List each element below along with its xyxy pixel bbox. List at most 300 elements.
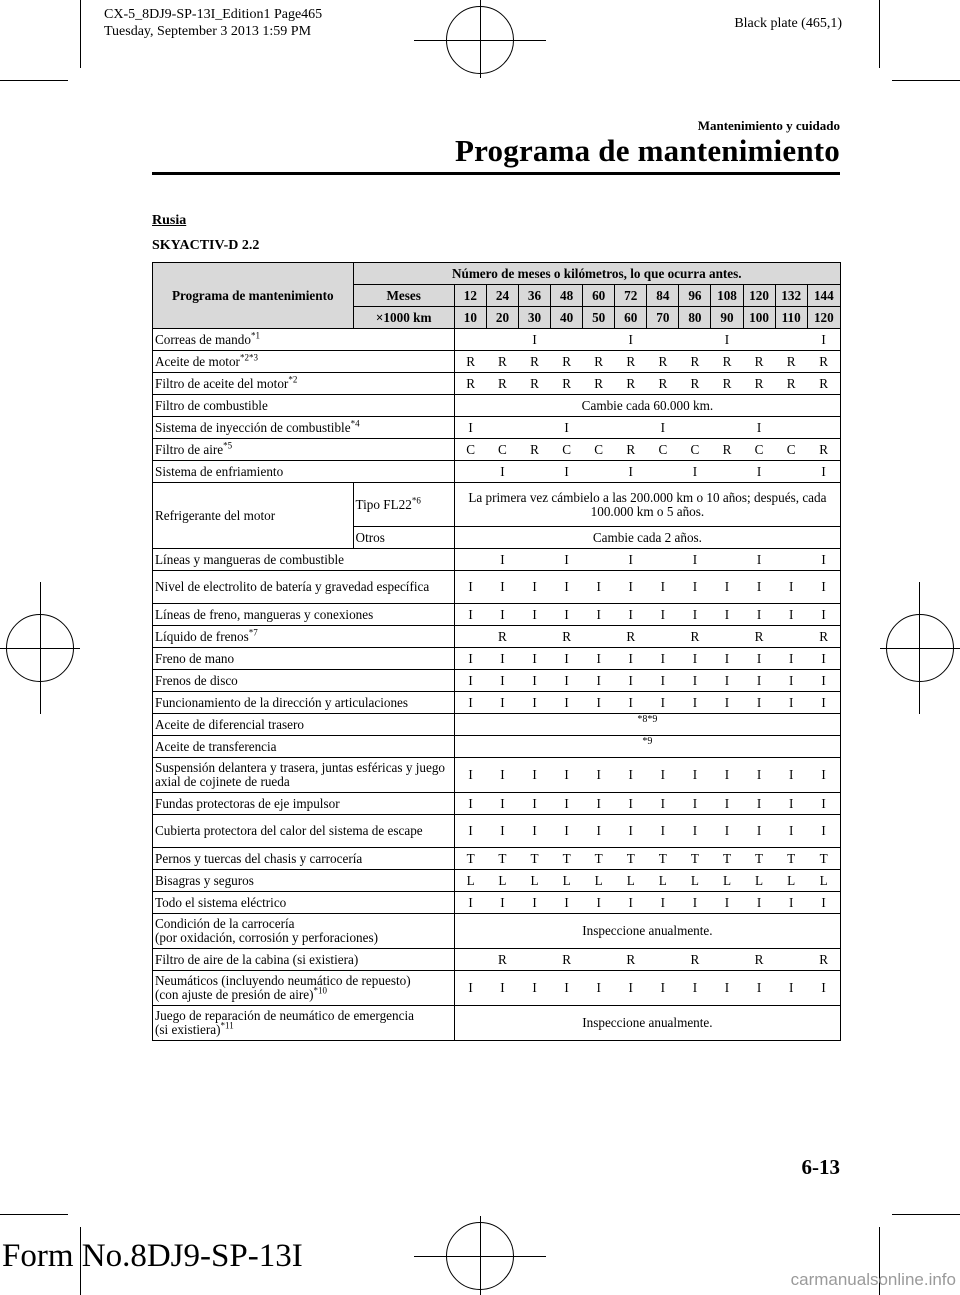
schedule-cell: I xyxy=(615,648,647,670)
schedule-cell xyxy=(551,329,583,351)
schedule-cell: L xyxy=(486,870,518,892)
table-row xyxy=(153,373,841,395)
item-label-text: Suspensión delantera y trasera, juntas esféricas y juego axial de cojinete de rueda xyxy=(155,760,446,789)
schedule-cell: I xyxy=(775,648,807,670)
item-label-text: Líquido de frenos xyxy=(155,628,249,644)
schedule-cell: I xyxy=(615,892,647,914)
schedule-cell: I xyxy=(775,571,807,604)
schedule-cell: I xyxy=(551,670,583,692)
schedule-cell: I xyxy=(711,329,743,351)
region-heading: Rusia xyxy=(152,213,187,228)
schedule-cell: I xyxy=(743,758,775,793)
table-row xyxy=(153,870,841,892)
item-label xyxy=(153,373,455,395)
schedule-cell: I xyxy=(807,604,840,626)
schedule-cell: I xyxy=(647,892,679,914)
schedule-cell: I xyxy=(647,971,679,1006)
table-row xyxy=(153,439,841,461)
schedule-cell xyxy=(518,549,550,571)
table-row xyxy=(153,626,841,648)
schedule-cell xyxy=(775,626,807,648)
months-header-cell: 144 xyxy=(807,285,840,307)
schedule-cell: I xyxy=(551,892,583,914)
table-row xyxy=(153,714,841,736)
item-label xyxy=(153,648,455,670)
schedule-cell: I xyxy=(615,692,647,714)
schedule-cell: I xyxy=(743,815,775,848)
schedule-cell: I xyxy=(711,648,743,670)
crop-mark xyxy=(0,1214,68,1215)
schedule-cell: I xyxy=(551,815,583,848)
schedule-cell: C xyxy=(743,439,775,461)
footnote-ref: *5 xyxy=(223,440,233,451)
schedule-cell: I xyxy=(583,670,615,692)
schedule-cell: T xyxy=(583,848,615,870)
item-label-text: Sistema de enfriamiento xyxy=(155,463,284,479)
schedule-cell: I xyxy=(551,417,583,439)
page-number: 6-13 xyxy=(801,1155,840,1179)
schedule-cell: I xyxy=(486,758,518,793)
crop-mark xyxy=(0,80,68,81)
schedule-cell: R xyxy=(679,351,711,373)
item-label xyxy=(153,329,455,351)
schedule-cell: I xyxy=(679,670,711,692)
item-label-text: Freno de mano xyxy=(155,650,235,666)
table-row xyxy=(153,670,841,692)
schedule-cell: I xyxy=(775,971,807,1006)
registration-mark xyxy=(919,582,920,714)
interval-note: Cambie cada 60.000 km. xyxy=(454,395,840,417)
schedule-cell: R xyxy=(743,626,775,648)
item-label xyxy=(153,848,455,870)
schedule-cell: I xyxy=(711,692,743,714)
schedule-cell xyxy=(647,949,679,971)
item-label-text: Nivel de electrolito de batería y gravedad específica xyxy=(155,579,430,594)
schedule-cell xyxy=(647,626,679,648)
item-label-line: Juego de reparación de neumático de emergencia xyxy=(155,1008,414,1023)
schedule-cell: I xyxy=(615,793,647,815)
schedule-cell: I xyxy=(551,971,583,1006)
schedule-cell xyxy=(583,417,615,439)
schedule-cell: I xyxy=(454,648,486,670)
footnote-ref: *11 xyxy=(220,1020,234,1031)
schedule-cell: I xyxy=(743,971,775,1006)
schedule-cell xyxy=(711,626,743,648)
item-label xyxy=(153,758,455,793)
schedule-cell: R xyxy=(551,949,583,971)
item-label-line: (con ajuste de presión de aire) xyxy=(155,987,314,1002)
schedule-cell: I xyxy=(775,793,807,815)
schedule-cell: I xyxy=(775,892,807,914)
schedule-cell: I xyxy=(679,971,711,1006)
schedule-cell: I xyxy=(583,758,615,793)
schedule-cell: R xyxy=(807,439,840,461)
item-label-text: Filtro de aire xyxy=(155,441,224,457)
schedule-cell: L xyxy=(807,870,840,892)
schedule-cell: I xyxy=(743,461,775,483)
schedule-cell xyxy=(583,949,615,971)
schedule-cell: I xyxy=(486,549,518,571)
schedule-cell: T xyxy=(486,848,518,870)
schedule-cell: L xyxy=(518,870,550,892)
item-label xyxy=(153,1006,455,1041)
schedule-cell: R xyxy=(551,626,583,648)
item-label-text: Frenos de disco xyxy=(155,672,238,688)
registration-mark xyxy=(880,648,960,649)
months-header-cell: 120 xyxy=(743,285,775,307)
schedule-cell: I xyxy=(711,604,743,626)
schedule-cell: I xyxy=(551,793,583,815)
km-label: ×1000 km xyxy=(353,307,454,329)
schedule-cell: C xyxy=(647,439,679,461)
schedule-cell: R xyxy=(551,351,583,373)
table-row xyxy=(153,549,841,571)
item-label-text: Correas de mando xyxy=(155,331,251,347)
title-rule xyxy=(152,172,840,175)
schedule-cell: T xyxy=(454,848,486,870)
schedule-cell: I xyxy=(679,692,711,714)
schedule-cell: I xyxy=(647,604,679,626)
schedule-cell: I xyxy=(743,604,775,626)
schedule-cell: R xyxy=(775,373,807,395)
schedule-cell: I xyxy=(615,549,647,571)
schedule-cell: I xyxy=(615,670,647,692)
schedule-cell: R xyxy=(743,351,775,373)
schedule-cell: R xyxy=(743,373,775,395)
schedule-cell: C xyxy=(775,439,807,461)
schedule-cell: R xyxy=(807,626,840,648)
schedule-cell: I xyxy=(647,417,679,439)
table-row xyxy=(153,914,841,949)
months-header-cell: 24 xyxy=(486,285,518,307)
schedule-cell: C xyxy=(583,439,615,461)
item-label-text: Pernos y tuercas del chasis y carrocería xyxy=(155,850,363,866)
schedule-cell xyxy=(518,417,550,439)
table-row xyxy=(153,461,841,483)
schedule-cell: T xyxy=(743,848,775,870)
table-row xyxy=(153,758,841,793)
schedule-cell: R xyxy=(551,373,583,395)
schedule-cell: I xyxy=(486,648,518,670)
table-row xyxy=(153,329,841,351)
schedule-cell: L xyxy=(454,870,486,892)
table-row xyxy=(153,571,841,604)
schedule-cell: R xyxy=(807,949,840,971)
schedule-cell: R xyxy=(486,949,518,971)
km-header-cell: 40 xyxy=(551,307,583,329)
km-header-cell: 60 xyxy=(615,307,647,329)
footnote-ref: *2 xyxy=(288,374,298,385)
item-label xyxy=(153,892,455,914)
schedule-cell: I xyxy=(518,793,550,815)
schedule-cell: L xyxy=(711,870,743,892)
schedule-cell xyxy=(486,329,518,351)
schedule-cell xyxy=(807,417,840,439)
schedule-cell xyxy=(711,417,743,439)
item-label xyxy=(153,949,455,971)
maintenance-table xyxy=(152,262,841,1041)
schedule-cell: I xyxy=(743,417,775,439)
schedule-cell: I xyxy=(551,648,583,670)
crop-mark xyxy=(892,1214,960,1215)
item-label-text: Aceite de diferencial trasero xyxy=(155,716,305,732)
schedule-cell: I xyxy=(743,571,775,604)
schedule-cell: R xyxy=(615,373,647,395)
schedule-cell: R xyxy=(775,351,807,373)
schedule-cell: T xyxy=(775,848,807,870)
schedule-cell: I xyxy=(583,692,615,714)
schedule-cell xyxy=(454,461,486,483)
km-header-cell: 20 xyxy=(486,307,518,329)
months-header-cell: 84 xyxy=(647,285,679,307)
item-label xyxy=(153,439,455,461)
km-header-cell: 10 xyxy=(454,307,486,329)
schedule-cell: R xyxy=(615,626,647,648)
table-row xyxy=(153,395,841,417)
table-row xyxy=(153,892,841,914)
table-row-coolant xyxy=(153,483,841,527)
table-row xyxy=(153,848,841,870)
coolant-type-label: Otros xyxy=(353,527,454,549)
schedule-cell: I xyxy=(679,648,711,670)
schedule-cell: I xyxy=(807,549,840,571)
item-label-text: Fundas protectoras de eje impulsor xyxy=(155,795,340,811)
crop-mark xyxy=(879,0,880,68)
table-row xyxy=(153,736,841,758)
schedule-cell xyxy=(711,461,743,483)
program-header: Programa de mantenimiento xyxy=(153,263,354,329)
schedule-cell: I xyxy=(775,692,807,714)
schedule-cell: I xyxy=(807,461,840,483)
item-label-text: Todo el sistema eléctrico xyxy=(155,894,287,910)
schedule-cell: I xyxy=(518,604,550,626)
schedule-cell: R xyxy=(711,439,743,461)
item-label xyxy=(153,395,455,417)
schedule-cell xyxy=(775,549,807,571)
schedule-cell xyxy=(583,549,615,571)
item-label: Refrigerante del motor xyxy=(153,483,354,549)
schedule-cell: I xyxy=(486,604,518,626)
item-label-text: Líneas y mangueras de combustible xyxy=(155,551,344,567)
schedule-cell: I xyxy=(518,571,550,604)
schedule-cell: I xyxy=(518,670,550,692)
schedule-cell: I xyxy=(615,758,647,793)
schedule-cell: L xyxy=(583,870,615,892)
schedule-cell: I xyxy=(454,793,486,815)
item-label xyxy=(153,870,455,892)
file-info-line2: Tuesday, September 3 2013 1:59 PM xyxy=(104,24,312,39)
km-header-cell: 30 xyxy=(518,307,550,329)
schedule-cell: I xyxy=(775,815,807,848)
schedule-cell: R xyxy=(454,373,486,395)
schedule-cell xyxy=(743,329,775,351)
schedule-cell: I xyxy=(743,793,775,815)
coolant-type-label xyxy=(353,483,454,527)
schedule-cell xyxy=(454,949,486,971)
schedule-cell xyxy=(583,329,615,351)
schedule-cell: R xyxy=(679,626,711,648)
schedule-cell xyxy=(454,549,486,571)
schedule-cell: I xyxy=(583,815,615,848)
schedule-cell: I xyxy=(647,758,679,793)
schedule-cell: I xyxy=(807,648,840,670)
schedule-cell: I xyxy=(518,692,550,714)
table-row xyxy=(153,604,841,626)
schedule-cell: I xyxy=(615,604,647,626)
interval-note: Inspeccione anualmente. xyxy=(454,914,840,949)
schedule-cell: I xyxy=(551,461,583,483)
schedule-cell: I xyxy=(807,571,840,604)
km-header-cell: 80 xyxy=(679,307,711,329)
item-label-text: Filtro de aceite del motor xyxy=(155,375,289,391)
schedule-cell: I xyxy=(807,758,840,793)
schedule-cell: I xyxy=(647,670,679,692)
item-label-text: Aceite de motor xyxy=(155,353,240,369)
schedule-cell: I xyxy=(615,971,647,1006)
item-label-text: Filtro de combustible xyxy=(155,397,268,413)
schedule-cell xyxy=(583,461,615,483)
schedule-cell: I xyxy=(454,692,486,714)
schedule-cell: I xyxy=(807,971,840,1006)
item-label xyxy=(153,914,455,949)
schedule-cell: L xyxy=(743,870,775,892)
schedule-cell: I xyxy=(679,815,711,848)
schedule-cell: I xyxy=(583,892,615,914)
item-label-text: Aceite de transferencia xyxy=(155,738,277,754)
registration-mark xyxy=(480,0,481,78)
registration-mark xyxy=(480,1216,481,1295)
schedule-cell: I xyxy=(807,793,840,815)
schedule-cell: I xyxy=(647,815,679,848)
km-header-cell: 120 xyxy=(807,307,840,329)
footnote-ref: *4 xyxy=(350,418,360,429)
crop-mark xyxy=(80,0,81,68)
schedule-cell: R xyxy=(743,949,775,971)
item-label xyxy=(153,549,455,571)
schedule-cell: I xyxy=(647,571,679,604)
schedule-cell: R xyxy=(647,351,679,373)
months-header-cell: 36 xyxy=(518,285,550,307)
schedule-cell: I xyxy=(807,692,840,714)
schedule-cell: T xyxy=(518,848,550,870)
schedule-cell: R xyxy=(518,439,550,461)
months-header-cell: 60 xyxy=(583,285,615,307)
schedule-cell: I xyxy=(518,815,550,848)
schedule-cell: R xyxy=(518,351,550,373)
schedule-cell: I xyxy=(807,329,840,351)
schedule-cell: I xyxy=(647,648,679,670)
schedule-cell: T xyxy=(551,848,583,870)
schedule-cell: I xyxy=(454,892,486,914)
interval-note: Inspeccione anualmente. xyxy=(454,1006,840,1041)
page-title: Programa de mantenimiento xyxy=(455,133,840,168)
schedule-cell: I xyxy=(711,892,743,914)
schedule-cell: R xyxy=(486,626,518,648)
coolant-type-text: Tipo FL22 xyxy=(355,496,412,512)
item-label-line: Condición de la carrocería xyxy=(155,916,295,931)
months-header-cell: 48 xyxy=(551,285,583,307)
schedule-cell: I xyxy=(711,670,743,692)
schedule-cell: I xyxy=(486,892,518,914)
schedule-cell: R xyxy=(647,373,679,395)
schedule-cell: L xyxy=(647,870,679,892)
schedule-cell: C xyxy=(454,439,486,461)
schedule-cell xyxy=(454,329,486,351)
schedule-cell: I xyxy=(711,971,743,1006)
schedule-cell: R xyxy=(486,351,518,373)
schedule-cell: I xyxy=(679,793,711,815)
km-header-cell: 100 xyxy=(743,307,775,329)
schedule-cell xyxy=(775,329,807,351)
schedule-cell xyxy=(615,417,647,439)
schedule-cell: I xyxy=(454,604,486,626)
schedule-cell: I xyxy=(518,892,550,914)
schedule-cell: R xyxy=(679,373,711,395)
schedule-cell: R xyxy=(807,373,840,395)
schedule-cell: I xyxy=(583,793,615,815)
schedule-cell: I xyxy=(583,571,615,604)
schedule-cell: I xyxy=(486,670,518,692)
schedule-cell: L xyxy=(775,870,807,892)
schedule-cell xyxy=(647,461,679,483)
schedule-cell: R xyxy=(615,439,647,461)
km-header-cell: 90 xyxy=(711,307,743,329)
months-header-cell: 96 xyxy=(679,285,711,307)
schedule-cell: R xyxy=(711,373,743,395)
schedule-cell: C xyxy=(679,439,711,461)
footnote-ref: *7 xyxy=(248,627,258,638)
schedule-cell: L xyxy=(551,870,583,892)
engine-heading: SKYACTIV-D 2.2 xyxy=(152,238,260,253)
schedule-cell xyxy=(518,461,550,483)
table-row xyxy=(153,648,841,670)
schedule-cell: I xyxy=(551,549,583,571)
schedule-cell: I xyxy=(647,692,679,714)
schedule-cell: I xyxy=(647,793,679,815)
schedule-cell xyxy=(711,949,743,971)
schedule-cell: I xyxy=(711,571,743,604)
schedule-cell: I xyxy=(679,604,711,626)
schedule-cell: I xyxy=(711,758,743,793)
schedule-cell: I xyxy=(807,815,840,848)
item-label xyxy=(153,692,455,714)
schedule-cell: I xyxy=(486,815,518,848)
table-row xyxy=(153,971,841,1006)
schedule-cell xyxy=(647,329,679,351)
item-label xyxy=(153,417,455,439)
schedule-cell: R xyxy=(486,373,518,395)
crop-mark xyxy=(892,80,960,81)
item-label xyxy=(153,971,455,1006)
km-header-cell: 50 xyxy=(583,307,615,329)
schedule-cell: I xyxy=(486,571,518,604)
schedule-cell: C xyxy=(551,439,583,461)
schedule-cell: I xyxy=(679,571,711,604)
schedule-cell: I xyxy=(615,571,647,604)
item-label-text: Sistema de inyección de combustible xyxy=(155,419,351,435)
schedule-cell xyxy=(486,417,518,439)
schedule-cell: I xyxy=(743,892,775,914)
schedule-cell: T xyxy=(711,848,743,870)
schedule-cell: I xyxy=(454,670,486,692)
schedule-cell: I xyxy=(518,758,550,793)
interval-note: La primera vez cámbielo a las 200.000 km o 10 años; después, cada 100.000 km o 5 años. xyxy=(454,483,840,527)
schedule-cell: I xyxy=(454,815,486,848)
table-row xyxy=(153,815,841,848)
file-info-line1: CX-5_8DJ9-SP-13I_Edition1 Page465 xyxy=(104,7,323,22)
schedule-cell: I xyxy=(775,604,807,626)
months-header-cell: 72 xyxy=(615,285,647,307)
